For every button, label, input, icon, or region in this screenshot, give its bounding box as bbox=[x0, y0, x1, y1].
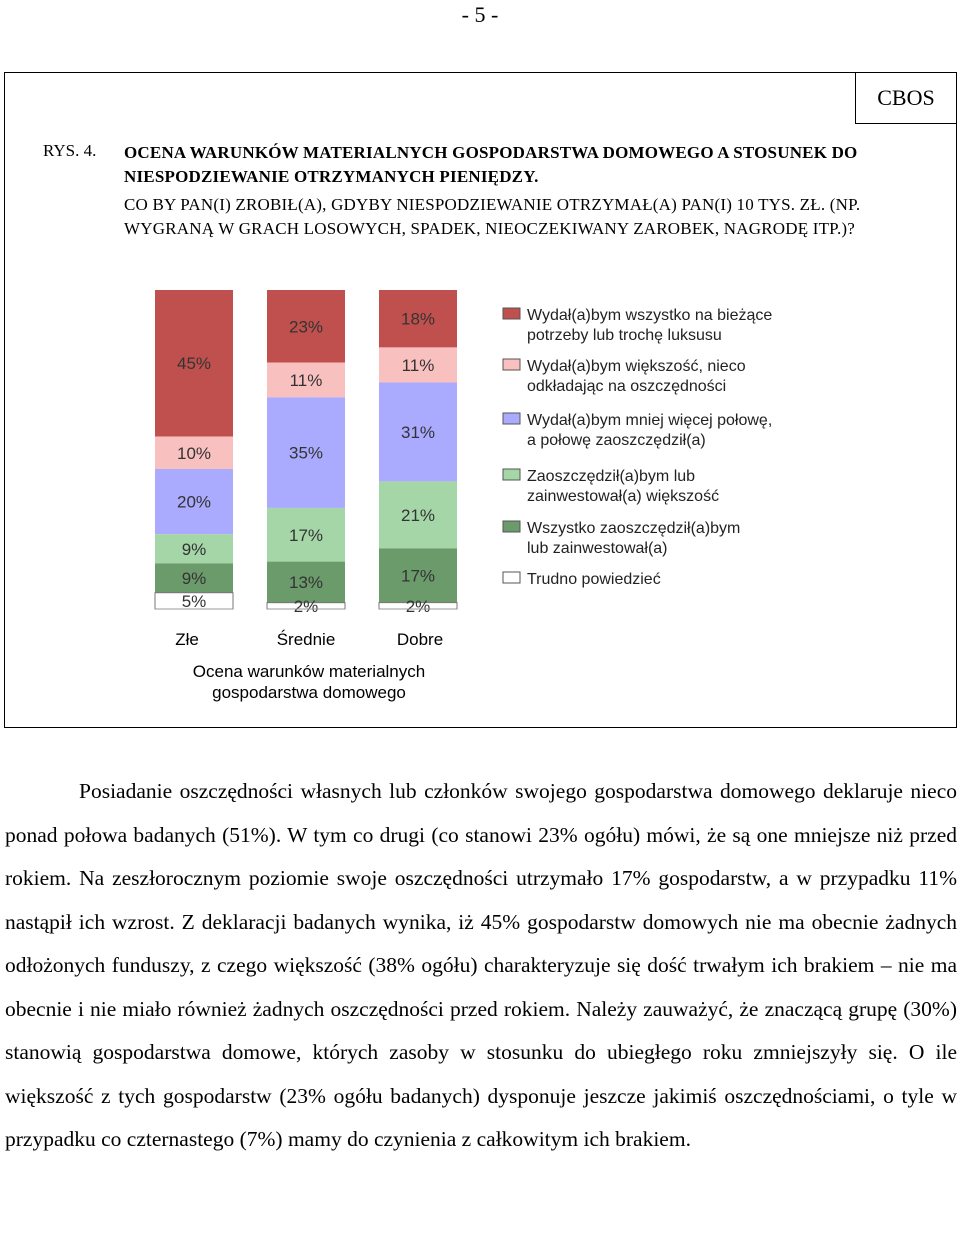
data-label: 13% bbox=[288, 573, 324, 593]
legend-label: lub zainwestował(a) bbox=[527, 540, 668, 557]
figure-frame bbox=[4, 72, 957, 728]
data-label: 45% bbox=[176, 354, 212, 374]
legend-label: potrzeby lub trochę luksusu bbox=[527, 327, 722, 344]
legend-swatch bbox=[503, 413, 520, 424]
legend-label: Trudno powiedzieć bbox=[527, 571, 661, 588]
legend-swatch bbox=[503, 308, 520, 319]
x-axis-title: Ocena warunków materialnych bbox=[192, 662, 426, 681]
source-label: CBOS bbox=[855, 72, 957, 124]
figure-question: CO BY PAN(I) ZROBIŁ(A), GDYBY NIESPODZIEWANIE OTRZYMAŁ(A) PAN(I) 10 TYS. ZŁ. (NP. WYGRANĄ W GRACH LOSOWYCH, SPADEK, NIEOCZEKIWANY ZAROBEK, NAGRODĘ ITP.)? bbox=[124, 195, 861, 238]
legend-swatch bbox=[503, 359, 520, 370]
legend-swatch bbox=[503, 521, 520, 532]
legend-label: odkładając na oszczędności bbox=[527, 378, 727, 395]
category-label: Dobre bbox=[396, 630, 444, 649]
data-label: 9% bbox=[181, 569, 207, 589]
data-label: 31% bbox=[400, 422, 436, 442]
page-number: - 5 - bbox=[461, 2, 499, 27]
legend-swatch bbox=[503, 469, 520, 480]
data-label: 18% bbox=[400, 309, 436, 329]
x-axis-title: gospodarstwa domowego bbox=[212, 683, 406, 702]
body-paragraph: Posiadanie oszczędności własnych lub członków swojego gospodarstwa domowego deklaruje nieco ponad połowa badanych (51%). W tym co drugi (co stanowi 23% ogółu) mówi, że są one mniejsze niż przed rokiem. Na zeszłorocznym poziomie swoje oszczędności utrzymało 17% gospodarstw, a w przypadku 11% nastąpił ich wzrost. Z deklaracji badanych wynika, iż 45% gospodarstw domowych nie ma obecnie żadnych odłożonych funduszy, z czego większość (38% ogółu) charakteryzuje się dość trwałym ich brakiem – nie ma obecnie i nie miało również żadnych oszczędności przed rokiem. Należy zauważyć, że znaczącą grupę (30%) stanowią gospodarstwa domowe, których zasoby w stosunku do ubiegłego roku zmniejszyły się. O ile większość z tych gospodarstw (23% ogółu badanych) dysponuje jeszcze jakimiś oszczędnościami, o tyle w przypadku co czternastego (7%) mamy do czynienia z całkowitym ich brakiem. bbox=[5, 779, 957, 1151]
data-label: 20% bbox=[176, 492, 212, 512]
legend-label: Wszystko zaoszczędził(a)bym bbox=[527, 520, 741, 537]
legend-label: Wydał(a)bym większość, nieco bbox=[527, 358, 746, 375]
figure-title: OCENA WARUNKÓW MATERIALNYCH GOSPODARSTWA DOMOWEGO A STOSUNEK DO NIESPODZIEWANIE OTRZYMANYCH PIENIĘDZY. bbox=[124, 143, 858, 186]
data-label: 21% bbox=[400, 505, 436, 525]
data-label: 17% bbox=[400, 566, 436, 586]
category-label: Średnie bbox=[276, 630, 336, 649]
data-label: 35% bbox=[288, 443, 324, 463]
data-label: 10% bbox=[176, 443, 212, 463]
data-label: 23% bbox=[288, 317, 324, 337]
legend-label: zainwestował(a) większość bbox=[527, 488, 720, 505]
stacked-bar-chart bbox=[5, 73, 958, 729]
data-label: 9% bbox=[181, 539, 207, 559]
data-label: 2% bbox=[293, 596, 319, 616]
legend-label: a połowę zaoszczędził(a) bbox=[527, 432, 706, 449]
data-label: 11% bbox=[401, 355, 435, 375]
data-label: 11% bbox=[289, 371, 323, 391]
category-label: Złe bbox=[175, 630, 199, 649]
legend-label: Wydał(a)bym mniej więcej połowę, bbox=[527, 412, 773, 429]
legend-label: Wydał(a)bym wszystko na bieżące bbox=[527, 307, 773, 324]
figure-label: RYS. 4. bbox=[43, 141, 97, 160]
legend-label: Zaoszczędził(a)bym lub bbox=[527, 468, 696, 485]
data-label: 17% bbox=[288, 525, 324, 545]
data-label: 5% bbox=[181, 591, 207, 611]
legend-swatch bbox=[503, 572, 520, 583]
data-label: 2% bbox=[405, 596, 431, 616]
